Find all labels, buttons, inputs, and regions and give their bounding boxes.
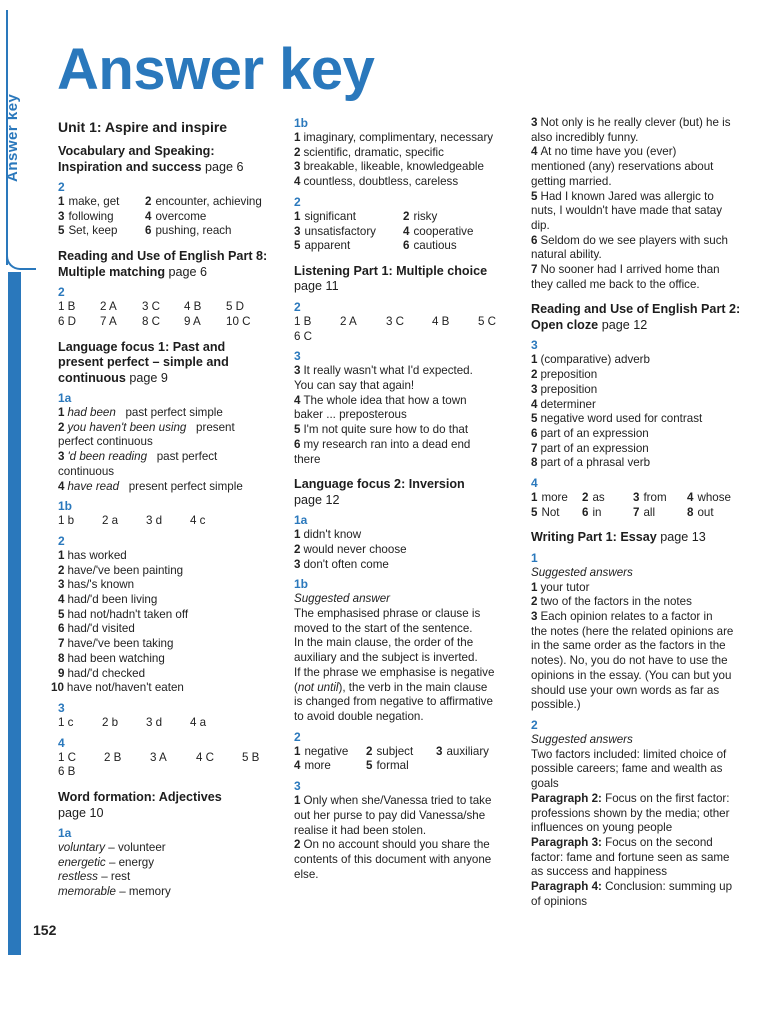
column-2 bbox=[294, 116, 516, 882]
answer-line: Paragraph 3: Focus on the second bbox=[531, 835, 713, 849]
page-ref: page 10 bbox=[58, 805, 104, 820]
answer-line: 3 It really wasn't what I'd expected. bbox=[294, 364, 473, 378]
heading-line: Vocabulary and Speaking: bbox=[58, 144, 215, 158]
answer-grid bbox=[531, 491, 751, 520]
suggested-answer-label: Suggested answer bbox=[294, 592, 391, 606]
answer-cell: 3 following bbox=[58, 209, 114, 223]
answer-line: possible.) bbox=[531, 698, 581, 712]
column-3 bbox=[531, 116, 751, 909]
answer-line: 2 On no account should you share the bbox=[294, 838, 490, 852]
exercise-number: 1a bbox=[58, 391, 72, 406]
exercise-number: 4 bbox=[531, 476, 538, 491]
answer-cell: 3 d bbox=[146, 715, 163, 729]
answer-paragraph bbox=[294, 607, 516, 725]
heading-line bbox=[531, 318, 751, 334]
answer-line: should use your own words as far as bbox=[531, 683, 720, 697]
answer-list bbox=[58, 406, 278, 494]
answer-line: 4 determiner bbox=[531, 397, 596, 411]
answer-list bbox=[531, 116, 751, 292]
answer-cell: 3 from bbox=[633, 491, 667, 505]
heading-line: Language focus 2: Inversion bbox=[294, 477, 465, 492]
section-heading-word-formation bbox=[58, 790, 278, 821]
answer-line: 1 (comparative) adverb bbox=[531, 353, 650, 367]
answer-row bbox=[294, 759, 516, 774]
exercise-number: 1 bbox=[531, 550, 538, 565]
heading-line: Language focus 1: Past and bbox=[58, 339, 226, 354]
answer-line: auxiliary and the subject is inverted. bbox=[294, 651, 478, 665]
answer-row bbox=[58, 751, 278, 766]
answer-line: voluntary – volunteer bbox=[58, 841, 166, 855]
answer-line: else. bbox=[294, 867, 319, 881]
answer-line: nuts, I wouldn't have made that satay bbox=[531, 204, 723, 218]
answer-cell: 2 B bbox=[104, 750, 122, 764]
answer-line: In the main clause, the order of the bbox=[294, 636, 474, 650]
answer-line: dip. bbox=[531, 218, 550, 232]
answer-row bbox=[58, 210, 278, 225]
suggested-answer-label: Suggested answers bbox=[531, 565, 633, 579]
answer-line: 8 had been watching bbox=[58, 651, 165, 665]
answer-cell: 8 C bbox=[142, 314, 161, 328]
page-ref: page 13 bbox=[660, 530, 706, 545]
answer-cell: 3 A bbox=[150, 750, 167, 764]
heading-text: Multiple matching bbox=[58, 264, 166, 279]
answer-row bbox=[58, 716, 278, 731]
answer-line: in the same order as the factors in the bbox=[531, 639, 726, 653]
answer-line: 2 you haven't been using present bbox=[58, 420, 235, 434]
exercise-number: 3 bbox=[58, 700, 65, 715]
answer-row bbox=[294, 239, 516, 254]
answer-line: Paragraph 4: Conclusion: summing up bbox=[531, 880, 733, 894]
answer-list bbox=[294, 794, 516, 882]
answer-line: out her purse to pay did Vanessa/she bbox=[294, 808, 486, 822]
answer-row bbox=[294, 225, 516, 240]
answer-cell: 1 significant bbox=[294, 209, 357, 223]
exercise-number: 2 bbox=[294, 729, 301, 744]
section-heading-vocab bbox=[58, 144, 278, 175]
answer-cell: 1 c bbox=[58, 715, 74, 729]
exercise-number: 1b bbox=[294, 116, 309, 130]
answer-row bbox=[531, 506, 751, 521]
answer-line: memorable – memory bbox=[58, 885, 171, 899]
answer-row bbox=[294, 210, 516, 225]
suggested-answer-label: Suggested answers bbox=[531, 733, 633, 746]
answer-cell: 4 B bbox=[432, 314, 450, 328]
answer-cell: 2 A bbox=[100, 300, 117, 314]
page-ref: page 6 bbox=[204, 159, 244, 174]
exercise-number: 1a bbox=[294, 513, 308, 528]
answer-line: 1 Only when she/Vanessa tried to take bbox=[294, 794, 492, 808]
answer-cell: 3 unsatisfactory bbox=[294, 224, 376, 238]
answer-line: they called me back to the office. bbox=[531, 277, 700, 291]
answer-line: 4 have read present perfect simple bbox=[58, 479, 243, 493]
answer-line: Paragraph 2: Focus on the first factor: bbox=[531, 791, 730, 805]
side-label: Answer key bbox=[4, 93, 21, 182]
heading-text: Inspiration and success bbox=[58, 159, 202, 174]
answer-line: 3 preposition bbox=[531, 382, 598, 396]
answer-line: 6 part of an expression bbox=[531, 426, 649, 440]
answer-line: 4 had/'d been living bbox=[58, 593, 158, 607]
answer-line: moved to the start of the sentence. bbox=[294, 621, 473, 635]
exercise-number: 3 bbox=[294, 349, 301, 364]
answer-line: (not until), the verb in the main clause bbox=[294, 680, 488, 694]
answer-cell: 4 whose bbox=[687, 491, 731, 505]
page-ref: page 11 bbox=[294, 279, 339, 294]
heading-line bbox=[58, 371, 278, 387]
answer-line: Two factors included: limited choice of bbox=[531, 747, 727, 761]
answer-line: of opinions bbox=[531, 894, 588, 908]
answer-list bbox=[294, 364, 516, 467]
answer-cell: 5 apparent bbox=[294, 239, 351, 253]
section-heading-writing bbox=[531, 530, 751, 546]
answer-line: 6 had/'d visited bbox=[58, 622, 135, 636]
answer-list bbox=[58, 841, 278, 900]
answer-cell: 3 C bbox=[386, 314, 405, 328]
heading-line: Word formation: Adjectives bbox=[58, 790, 222, 805]
answer-cell: 7 all bbox=[633, 505, 656, 519]
answer-line: 5 had not/hadn't taken off bbox=[58, 607, 189, 621]
section-heading-lf2 bbox=[294, 477, 516, 508]
answer-line: 5 negative word used for contrast bbox=[531, 412, 703, 426]
answer-cell: 4 a bbox=[190, 715, 207, 729]
heading-text: Writing Part 1: Essay bbox=[531, 530, 657, 545]
answer-line: baker ... preposterous bbox=[294, 408, 407, 422]
exercise-number: 2 bbox=[58, 533, 65, 548]
answer-cell: 2 A bbox=[340, 314, 357, 328]
page-ref: page 6 bbox=[168, 264, 208, 279]
answer-line: 1 had been past perfect simple bbox=[58, 406, 223, 420]
answer-line: 2 preposition bbox=[531, 368, 598, 382]
answer-cell: 5 Not bbox=[531, 505, 560, 519]
answer-cell: 8 out bbox=[687, 505, 714, 519]
answer-row bbox=[531, 491, 751, 506]
answer-paragraph bbox=[531, 748, 751, 910]
answer-cell: 10 C bbox=[226, 314, 251, 328]
page-ref: page 12 bbox=[294, 492, 340, 507]
answer-line: 5 Had I known Jared was allergic to bbox=[531, 189, 714, 203]
answer-grid bbox=[58, 195, 278, 239]
heading-line: Listening Part 1: Multiple choice bbox=[294, 263, 488, 278]
answer-row bbox=[58, 300, 278, 315]
answer-cell: 1 make, get bbox=[58, 195, 120, 208]
answer-list bbox=[51, 548, 278, 696]
answer-cell: 3 d bbox=[146, 514, 163, 528]
answer-line: 3 Each opinion relates to a factor in bbox=[531, 610, 713, 624]
answer-line: 2 would never choose bbox=[294, 542, 407, 556]
answer-line: notes). No, you do not have to use the bbox=[531, 654, 728, 668]
answer-cell: 9 A bbox=[184, 314, 201, 328]
section-heading-reading-8 bbox=[58, 249, 278, 280]
answer-line: factor: fame and fortune seen as same bbox=[531, 850, 730, 864]
answer-cell: 6 cautious bbox=[403, 239, 457, 253]
answer-line: realise it had been stolen. bbox=[294, 823, 427, 837]
answer-line: there bbox=[294, 452, 321, 466]
exercise-number: 1a bbox=[58, 826, 72, 841]
answer-line: perfect continuous bbox=[58, 435, 153, 449]
answer-line: continuous bbox=[58, 464, 115, 478]
answer-line: restless – rest bbox=[58, 870, 131, 884]
page-ref: page 12 bbox=[601, 317, 648, 332]
answer-cell: 7 A bbox=[100, 314, 117, 328]
answer-cell: 1 B bbox=[58, 300, 76, 314]
answer-cell: 6 in bbox=[582, 505, 602, 519]
answer-line: 2 two of the factors in the notes bbox=[531, 595, 692, 609]
exercise-number: 2 bbox=[294, 194, 301, 209]
answer-cell: 2 a bbox=[102, 514, 119, 528]
section-heading-lf1 bbox=[58, 340, 278, 387]
answer-line: 8 part of a phrasal verb bbox=[531, 456, 651, 470]
answer-line: 6 B bbox=[58, 765, 76, 779]
answer-line: 5 I'm not quite sure how to do that bbox=[294, 423, 469, 437]
page-title: Answer key bbox=[57, 37, 375, 102]
heading-line: present perfect – simple and bbox=[58, 355, 229, 370]
answer-row bbox=[58, 315, 278, 330]
answer-line: goals bbox=[531, 777, 559, 791]
answer-cell: 2 b bbox=[102, 715, 119, 729]
answer-line: opinions in the essay. (You can but you bbox=[531, 668, 732, 682]
exercise-number: 2 bbox=[531, 718, 538, 732]
answer-line: If the phrase we emphasise is negative bbox=[294, 665, 495, 679]
section-heading-listening bbox=[294, 264, 516, 295]
answer-line: 6 my research ran into a dead end bbox=[294, 437, 471, 451]
answer-line: 3 breakable, likeable, knowledgeable bbox=[294, 160, 484, 174]
answer-line: 3 has/'s known bbox=[58, 578, 135, 592]
answer-line: 10 have not/haven't eaten bbox=[51, 681, 184, 695]
heading-line bbox=[531, 530, 751, 546]
heading-text: continuous bbox=[58, 370, 126, 385]
answer-cell: 4 overcome bbox=[145, 209, 207, 223]
answer-cell: 3 auxiliary bbox=[436, 744, 489, 758]
exercise-number: 2 bbox=[294, 299, 301, 314]
answer-cell: 1 more bbox=[531, 491, 568, 505]
answer-line: 4 At no time have you (ever) bbox=[531, 145, 677, 159]
heading-line: Reading and Use of English Part 2: bbox=[531, 302, 741, 317]
answer-cell: 2 subject bbox=[366, 744, 414, 758]
answer-cell: 4 c bbox=[190, 514, 206, 528]
page-number: 152 bbox=[33, 922, 57, 938]
answer-line: natural ability. bbox=[531, 248, 602, 262]
answer-cell: 6 pushing, reach bbox=[145, 224, 232, 238]
heading-line bbox=[58, 265, 278, 281]
exercise-number: 1b bbox=[58, 499, 73, 514]
answer-line: 2 have/'ve been painting bbox=[58, 563, 184, 577]
heading-text: Open cloze bbox=[531, 317, 599, 332]
answer-cell: 4 more bbox=[294, 759, 331, 773]
answer-line: to avoid double negation. bbox=[294, 709, 424, 723]
answer-line: 1 imaginary, complimentary, necessary bbox=[294, 131, 494, 144]
answer-cell: 6 D bbox=[58, 314, 77, 328]
answer-row bbox=[58, 224, 278, 239]
answer-line: 3 don't often come bbox=[294, 557, 389, 571]
answer-grid bbox=[294, 210, 516, 254]
exercise-number: 4 bbox=[58, 735, 65, 750]
answer-cell: 2 encounter, achieving bbox=[145, 195, 262, 208]
answer-cell: 5 Set, keep bbox=[58, 224, 118, 238]
answer-line: 1 has worked bbox=[58, 548, 127, 562]
heading-line: Reading and Use of English Part 8: bbox=[58, 249, 268, 264]
answer-line: energetic – energy bbox=[58, 855, 155, 869]
answer-cell: 4 B bbox=[184, 300, 202, 314]
answer-line: 3 'd been reading past perfect bbox=[58, 450, 218, 464]
page-ref: page 9 bbox=[129, 370, 168, 385]
answer-cell: 1 b bbox=[58, 514, 75, 528]
answer-cell: 5 formal bbox=[366, 759, 409, 773]
answer-line: 6 C bbox=[294, 329, 313, 343]
answer-line: 2 scientific, dramatic, specific bbox=[294, 145, 444, 159]
answer-cell: 2 as bbox=[582, 491, 605, 505]
answer-row bbox=[294, 315, 516, 330]
answer-line: 1 didn't know bbox=[294, 528, 362, 542]
answer-row bbox=[58, 514, 278, 529]
answer-row bbox=[58, 195, 278, 210]
answer-line: is changed from negative to affirmative bbox=[294, 695, 493, 709]
column-1 bbox=[51, 116, 278, 900]
answer-line: as success and happiness bbox=[531, 865, 667, 879]
answer-line: The emphasised phrase or clause is bbox=[294, 607, 481, 621]
answer-line: 3 Not only is he really clever (but) he is bbox=[531, 116, 731, 129]
answer-line: influences on young people bbox=[531, 821, 673, 835]
answer-cell: 3 C bbox=[142, 300, 161, 314]
answer-line: 4 countless, doubtless, careless bbox=[294, 175, 459, 189]
answer-line: 1 your tutor bbox=[531, 580, 590, 594]
side-band bbox=[8, 272, 21, 955]
exercise-number: 3 bbox=[531, 338, 538, 353]
heading-line bbox=[58, 160, 278, 176]
answer-line: possible careers; fame and wealth as bbox=[531, 762, 723, 776]
answer-line: also incredibly funny. bbox=[531, 130, 639, 144]
answer-cell: 5 B bbox=[242, 750, 260, 764]
exercise-number: 3 bbox=[294, 779, 301, 794]
answer-list bbox=[531, 353, 751, 471]
answer-line: You can say that again! bbox=[294, 379, 415, 393]
answer-cell: 1 B bbox=[294, 314, 312, 328]
section-heading-reading-2 bbox=[531, 302, 751, 333]
exercise-number: 2 bbox=[58, 285, 65, 300]
answer-list bbox=[531, 581, 751, 713]
answer-line: the notes (here the related opinions are bbox=[531, 624, 734, 638]
answer-row bbox=[294, 745, 516, 760]
exercise-number: 1b bbox=[294, 577, 309, 592]
answer-list bbox=[294, 131, 516, 190]
answer-cell: 1 C bbox=[58, 750, 77, 764]
answer-line: 7 part of an expression bbox=[531, 441, 649, 455]
answer-cell: 5 D bbox=[226, 300, 245, 314]
answer-grid bbox=[294, 745, 516, 774]
answer-list bbox=[294, 528, 516, 572]
unit-title: Unit 1: Aspire and inspire bbox=[58, 119, 228, 135]
exercise-number: 2 bbox=[58, 180, 65, 194]
answer-line: 7 No sooner had I arrived home than bbox=[531, 263, 720, 277]
answer-line: professions shown by the media; other bbox=[531, 806, 730, 820]
answer-line: mentioned (any) reservations about bbox=[531, 160, 714, 174]
answer-line: 9 had/'d checked bbox=[58, 666, 146, 680]
answer-cell: 4 cooperative bbox=[403, 224, 474, 238]
side-curve bbox=[6, 240, 36, 270]
answer-line: 6 Seldom do we see players with such bbox=[531, 233, 728, 247]
answer-cell: 1 negative bbox=[294, 744, 349, 758]
answer-line: contents of this document with anyone bbox=[294, 852, 492, 866]
answer-line: 7 have/'ve been taking bbox=[58, 637, 174, 651]
answer-line: 4 The whole idea that how a town bbox=[294, 393, 467, 407]
answer-cell: 2 risky bbox=[403, 209, 438, 223]
answer-line: getting married. bbox=[531, 174, 612, 188]
answer-cell: 4 C bbox=[196, 750, 215, 764]
answer-cell: 5 C bbox=[478, 314, 497, 328]
